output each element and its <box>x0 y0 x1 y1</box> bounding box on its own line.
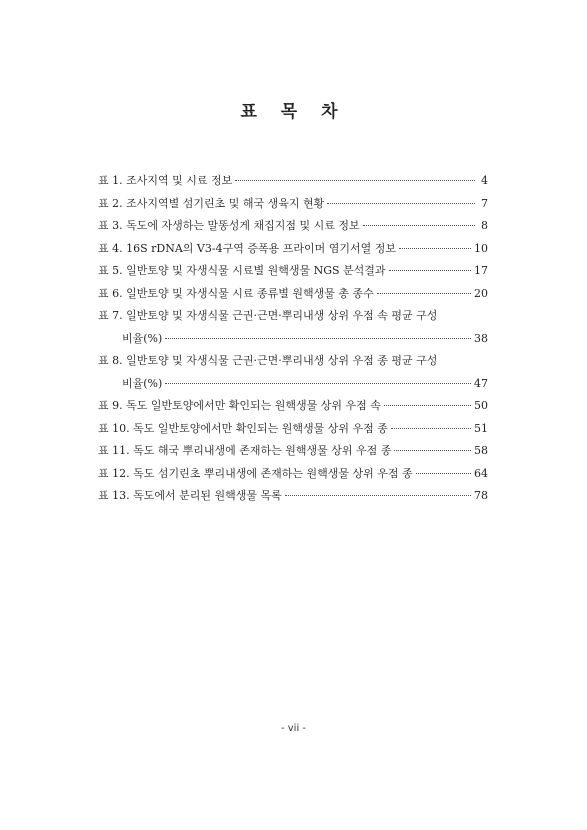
toc-entry-page: 20 <box>474 286 488 300</box>
toc-entry[interactable] <box>98 238 488 261</box>
dot-leader <box>394 450 471 451</box>
page-title: 표 목 차 <box>240 102 347 122</box>
toc-entry[interactable] <box>98 440 488 463</box>
toc-entry-page: 51 <box>474 421 488 435</box>
toc-entry-title: 표 6. 일반토양 및 자생식물 시료 종류별 원핵생물 총 종수 <box>98 286 374 300</box>
toc-entry[interactable] <box>98 463 488 486</box>
toc-entry[interactable] <box>98 215 488 238</box>
toc-entry-title: 표 13. 독도에서 분리된 원핵생물 목록 <box>98 489 282 502</box>
toc-entry-title: 표 10. 독도 일반토양에서만 확인되는 원핵생물 상위 우점 종 <box>98 421 388 435</box>
toc-entry-title: 표 3. 독도에 자생하는 말똥성게 채집지점 및 시료 정보 <box>98 219 360 232</box>
toc-entry-page: 8 <box>481 219 488 232</box>
toc-entry-page: 47 <box>474 376 488 390</box>
toc-entry-page: 58 <box>474 444 488 457</box>
dot-leader <box>165 338 471 339</box>
toc-entry[interactable] <box>98 170 488 193</box>
toc-entry-page: 17 <box>474 264 488 277</box>
toc-entry[interactable] <box>98 193 488 216</box>
toc-entry-title: 표 12. 독도 섬기린초 뿌리내생에 존재하는 원핵생물 상위 우점 종 <box>98 466 413 480</box>
toc-entry-page: 4 <box>481 174 488 187</box>
dot-leader <box>377 293 471 294</box>
toc-entry-title: 비율(%) <box>122 331 163 345</box>
toc-entry[interactable] <box>98 350 488 395</box>
toc-entry-page: 78 <box>474 489 488 502</box>
toc-entry-title: 표 2. 조사지역별 섬기린초 및 해국 생육지 현황 <box>98 196 325 210</box>
toc-entry[interactable] <box>98 395 488 418</box>
toc-entry-title: 표 7. 일반토양 및 자생식물 근권·근면·뿌리내생 상위 우점 속 평균 구성 <box>98 309 438 322</box>
toc-entry-page: 38 <box>474 331 488 345</box>
table-of-contents <box>98 170 488 508</box>
dot-leader <box>389 270 471 271</box>
dot-leader <box>285 495 471 496</box>
toc-entry-title: 표 5. 일반토양 및 자생식물 시료별 원핵생물 NGS 분석결과 <box>98 264 386 277</box>
dot-leader <box>399 248 471 249</box>
toc-entry-title: 표 9. 독도 일반토양에서만 확인되는 원핵생물 상위 우점 속 <box>98 399 381 412</box>
dot-leader <box>416 473 471 474</box>
toc-entry-title: 비율(%) <box>122 376 163 390</box>
toc-entry-page: 7 <box>481 196 488 210</box>
toc-entry-page: 64 <box>474 466 488 480</box>
toc-entry[interactable] <box>98 485 488 508</box>
toc-entry-title: 표 11. 독도 해국 뿌리내생에 존재하는 원핵생물 상위 우점 종 <box>98 444 392 457</box>
dot-leader <box>391 428 471 429</box>
toc-entry[interactable] <box>98 283 488 306</box>
toc-entry-title: 표 4. 16S rDNA의 V3-4구역 증폭용 프라이머 염기서열 정보 <box>98 241 396 255</box>
toc-entry[interactable] <box>98 260 488 283</box>
toc-entry-title: 표 1. 조사지역 및 시료 정보 <box>98 174 233 187</box>
page-number: - vii - <box>280 723 307 734</box>
dot-leader <box>235 180 475 181</box>
toc-entry-page: 50 <box>474 399 488 412</box>
toc-entry-page: 10 <box>474 241 488 255</box>
dot-leader <box>363 225 475 226</box>
dot-leader <box>327 203 475 204</box>
toc-entry[interactable] <box>98 305 488 350</box>
toc-entry-title: 표 8. 일반토양 및 자생식물 근권·근면·뿌리내생 상위 우점 종 평균 구성 <box>98 354 438 367</box>
dot-leader <box>384 405 471 406</box>
toc-entry[interactable] <box>98 418 488 441</box>
dot-leader <box>165 383 471 384</box>
